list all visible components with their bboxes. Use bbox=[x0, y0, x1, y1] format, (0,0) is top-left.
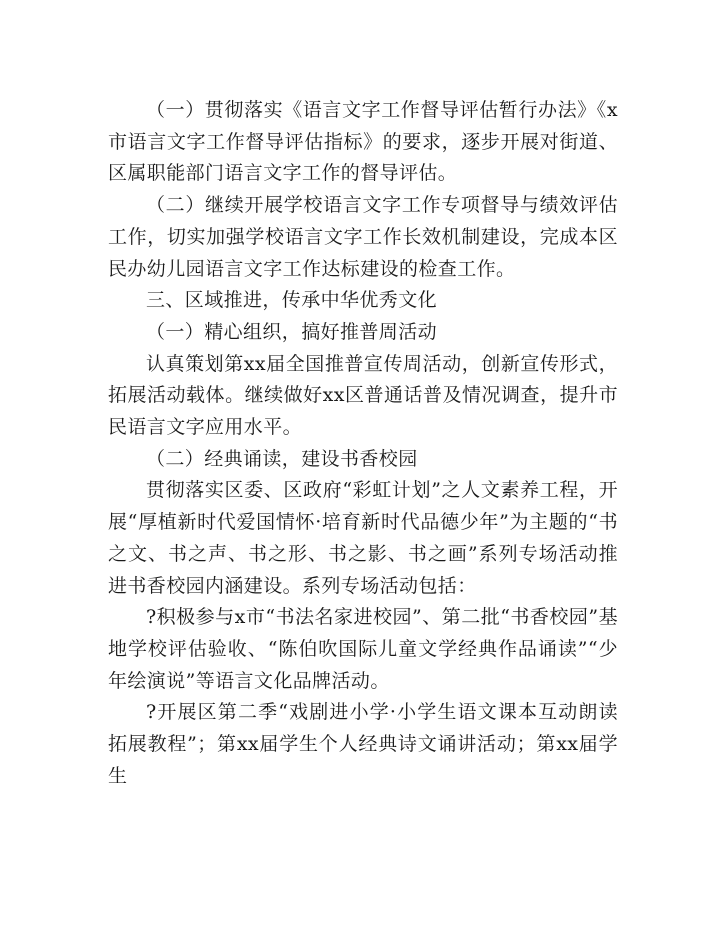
section-heading-regional-promotion: 三、区域推进，传承中华优秀文化 bbox=[146, 289, 438, 312]
document-body bbox=[108, 95, 618, 792]
paragraph-supervision-evaluation: （一）贯彻落实《语言文字工作督导评估暂行办法》《x市语言文字工作督导评估指标》的要求，逐步开展对街道、区属职能部门语言文字工作的督导评估。 bbox=[108, 99, 618, 185]
subheading-promotion-week: （一）精心组织，搞好推普周活动 bbox=[146, 320, 438, 343]
list-item-calligraphy-activities: ?积极参与x市“书法名家进校园”、第二批“书香校园”基地学校评估验收、“陈伯吹国际儿童文学经典作品诵读”“少年绘演说”等语言文化品牌活动。 bbox=[108, 606, 618, 692]
list-item-drama-activities: ?开展区第二季“戏剧进小学·小学生语文课本互动朗读拓展教程”；第xx届学生个人经典诗文诵讲活动；第xx届学生 bbox=[108, 701, 618, 787]
paragraph-rainbow-plan: 贯彻落实区委、区政府“彩虹计划”之人文素养工程，开展“厚植新时代爱国情怀·培育新时代品德少年”为主题的“书之文、书之声、书之形、书之影、书之画”系列专场活动推进书香校园内涵建设。系列专场活动包括： bbox=[108, 479, 618, 597]
paragraph-school-supervision: （二）继续开展学校语言文字工作专项督导与绩效评估工作，切实加强学校语言文字工作长效机制建设，完成本区民办幼儿园语言文字工作达标建设的检查工作。 bbox=[108, 194, 618, 280]
subheading-classic-reading: （二）经典诵读，建设书香校园 bbox=[146, 447, 418, 470]
paragraph-promotion-week: 认真策划第xx届全国推普宣传周活动，创新宣传形式，拓展活动载体。继续做好xx区普通话普及情况调查，提升市民语言文字应用水平。 bbox=[108, 352, 618, 439]
